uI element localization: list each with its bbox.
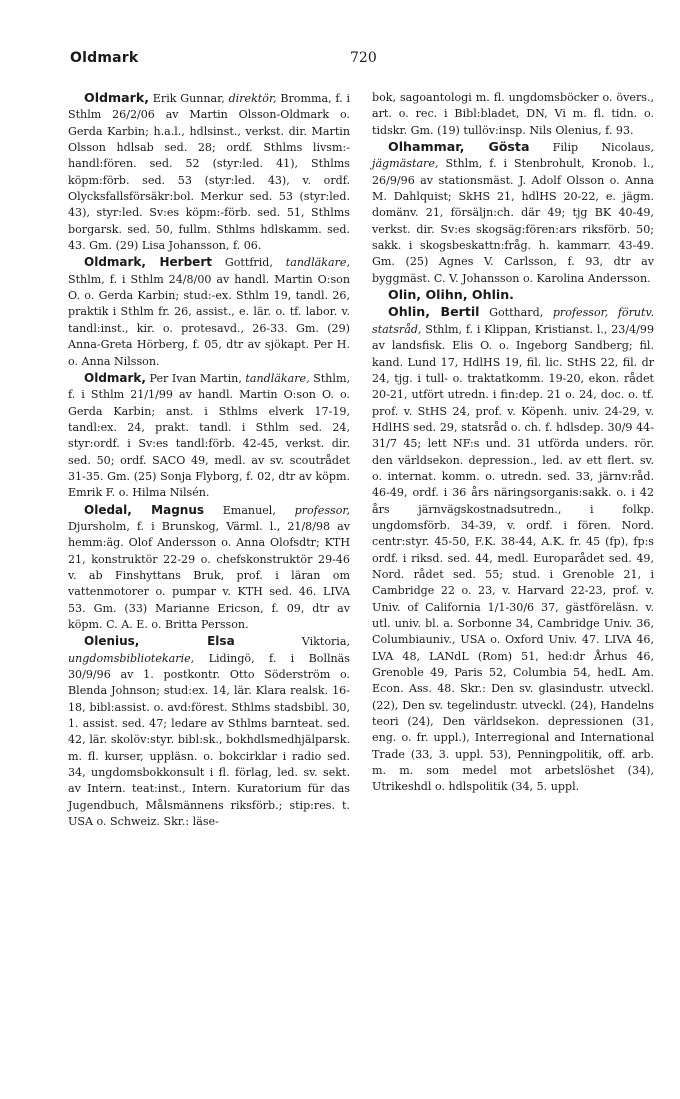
entry-oldmark-ivan [68, 370, 350, 502]
entry-oldmark-herbert [68, 254, 350, 369]
entry-headword: Oledal, Magnus [84, 502, 205, 517]
entry-body: Sthlm, f. i Stenbrohult, Kronob. l., 26/9/96 av stationsmäst. J. Adolf Olsson o. Anna M. Dahlquist; SkHS 21, hdlHS 20-22, e. jägm. domänv. 21, försäljn:ch. där 49; tjg BK 40-49, verkst. dir. Sv:es skogsäg:fören:ars riksförb. 50; sakk. i skogsbeskattn:fråg. h. kammarr. 43-49. Gm. (25) Agnes V. Carlsson, f. 93, dtr av byggmäst. C. V. Johansson o. Karolina Andersson. [372, 157, 654, 285]
entry-body: Sthlm, f. i Sthlm 21/1/99 av handl. Martin O:son O. o. Gerda Karbin; anst. i Sthlms elverk 17-19, tandl:ex. 24, prakt. tandl. i Sthlm sed. 24, styr:ordf. i Sv:es tandl:förb. 42-45, verkst. dir. sed. 50; ordf. SACO 49, medl. av sv. scoutrådet 31-35. Gm. (25) Sonja Flyborg, f. 02, dtr av köpm. Emrik F. o. Hilma Nilsén. [68, 371, 350, 500]
entry-olin-crossref [372, 287, 654, 304]
page-number: 720 [350, 50, 377, 66]
left-column [68, 90, 350, 830]
right-column [372, 90, 654, 796]
entry-occupation: tandläkare, [245, 371, 310, 385]
entry-ohlin-bertil [372, 304, 654, 795]
entry-given-names: Gottfrid, [211, 256, 286, 270]
entry-olhammar-gosta [372, 139, 654, 287]
entry-given-names: Gotthard, [479, 306, 553, 320]
entry-given-names: Erik Gunnar, [149, 92, 229, 105]
entry-headword: Olin, Olihn, Ohlin. [388, 287, 514, 303]
entry-body: Djursholm, f. i Brunskog, Värml. l., 21/8/98 av hemm:äg. Olof Andersson o. Anna Olofsdtr; KTH 21, konstruktör 22-29 o. chefskonstruktör 29-46 v. ab Finshyttans Bruk, prof. i läran om vattenmotorer o. pumpar v. KTH sed. 46. LIVA 53. Gm. (33) Marianne Ericson, f. 09, dtr av köpm. C. A. E. o. Britta Persson. [68, 519, 350, 631]
entry-given-names: Per Ivan Martin, [145, 371, 246, 385]
entry-occupation: professor, [294, 503, 350, 517]
page-header [70, 50, 620, 74]
entry-headword: Oldmark, [84, 90, 150, 105]
entry-occupation: tandläkare, [285, 256, 350, 270]
entry-headword: Oldmark, [84, 370, 146, 385]
entry-occupation: ungdomsbibliotekarie, [68, 651, 195, 665]
entry-occupation: direktör, [228, 92, 277, 105]
entry-headword: Olenius, Elsa [84, 634, 235, 649]
entry-oledal-magnus [68, 502, 350, 634]
entry-given-names: Viktoria, [234, 635, 350, 649]
entry-given-names: Filip Nicolaus, [529, 141, 654, 155]
entry-olenius-continued [372, 90, 654, 139]
entry-body: Lidingö, f. i Bollnäs 30/9/96 av 1. postkontr. Otto Söderström o. Blenda Johnson; stud:ex. 14, lär. Klara realsk. 16-18, bibl:assist. o. avd:förest. Sthlms stadsbibl. 30, 1. assist. sed. 47; ledare av Sthlms barnteat. sed. 42, lär. skolöv:styr. bibl:sk., bokhdlsmedhjälparsk. m. fl. kurser, uppläsn. o. bokcirklar i radio sed. 34, ungdomsbokkonsult i fl. förlag, led. sv. sekt. av Intern. teat:inst., Intern. Kuratorium für das Jugendbuch, Målsmännens riksförb.; stip:res. t. USA o. Schweiz. Skr.: läse- [68, 651, 350, 829]
entry-headword: Oldmark, Herbert [84, 255, 212, 270]
entry-occupation: jägmästare, [372, 157, 439, 171]
entry-headword: Olhammar, Gösta [388, 139, 530, 155]
entry-oldmark-erik [68, 90, 350, 254]
running-head: Oldmark [70, 50, 139, 66]
entry-occupation: professor, förutv. statsråd, [372, 306, 654, 336]
entry-body: Bromma, f. i Sthlm 26/2/06 av Martin Olsson-Oldmark o. Gerda Karbin; h.a.l., hdlsinst., verkst. dir. Martin Olsson hdlsab sed. 28; ordf. Sthlms livsm:-handl:fören. sed. 52 (styr:led. 41), Sthlms köpm:förb. sed. 53 (styr:led. 43), v. ordf. Olycksfallsförsäkr:bol. Merkur sed. 53 (styr:led. 43), styr:led. Sv:es köpm:-förb. sed. 51, Sthlms borgarsk. sed. 50, fullm. Sthlms hdlskamm. sed. 43. Gm. (29) Lisa Johansson, f. 06. [68, 92, 350, 253]
entry-body: bok, sagoantologi m. fl. ungdomsböcker o. övers., art. o. rec. i Bibl:bladet, DN, Vi m. fl. tidn. o. tidskr. Gm. (19) tullöv:insp. Nils Olenius, f. 93. [372, 91, 654, 137]
entry-body: Sthlm, f. i Sthlm 24/8/00 av handl. Martin O:son O. o. Gerda Karbin; stud:-ex. Sthlm 19, tandl. 26, praktik i Sthlm fr. 26, assist., e. lär. o. tf. labor. v. tandl:inst., kir. o. protesavd., 26-33. Gm. (29) Anna-Greta Hörberg, f. 05, dtr av sjökapt. Per H. o. Anna Nilsson. [68, 272, 350, 368]
entry-body: Sthlm, f. i Klippan, Kristianst. l., 23/4/99 av landsfisk. Elis O. o. Ingeborg Sandberg; fil. kand. Lund 17, HdlHS 19, fil. lic. StHS 22, fil. dr 24, tjg. i tull- o. traktatkomm. 19-20, ekon. rådet 20-21, utfört utredn. i fin:dep. 21 o. 24, doc. o. tf. prof. v. StHS 24, prof. v. Köpenh. univ. 24-29, v. HdlHS sed. 29, statsråd o. ch. f. hdlsdep. 30/9 44-31/7 45; lett NF:s und. 31 utförda unders. rör. den världsekon. depression., led. av ett flert. sv. o. internat. komm. o. utredn. sed. 33, järnv:råd. 46-49, ordf. i 36 års näringsorganis:sakk. o. i 42 års järnvägskostnadsutredn., i folkp. ungdomsförb. 34-39, v. ordf. i fören. Nord. centr:styr. 45-50, F.K. 38-44, A.K. fr. 45 (fp), fp:s ordf. i riksd. sed. 44, medl. Europarådet sed. 49, Nord. rådet sed. 55; stud. i Grenoble 21, i Cambridge 22 o. 23, v. Harvard 22-23, prof. v. Univ. of California 1/1-30/6 37, gästföreläsn. v. utl. univ. bl. a. Sorbonne 34, Cambridge Univ. 36, Columbiauniv., USA o. Oxford Univ. 47. LIVA 46, LVA 48, LANdL (Rom) 51, hed:dr Århus 46, Grenoble 49, Paris 52, Columbia 54, hedL Am. Econ. Ass. 48. Skr.: Den sv. glasindustr. utveckl. (22), Den sv. tegelindustr. utveckl. (24), Handelns teori (24), Den världsekon. depressionen (31, eng. o. fr. uppl.), Interregional and International Trade (33, 3. uppl. 53), Penningpolitik, off. arb. m. m. som medel mot arbetslöshet (34), Utrikeshdl o. hdlspolitik (34, 5. uppl. [372, 322, 654, 794]
entry-given-names: Emanuel, [204, 503, 295, 517]
entry-headword: Ohlin, Bertil [388, 304, 480, 320]
entry-olenius-elsa [68, 633, 350, 830]
